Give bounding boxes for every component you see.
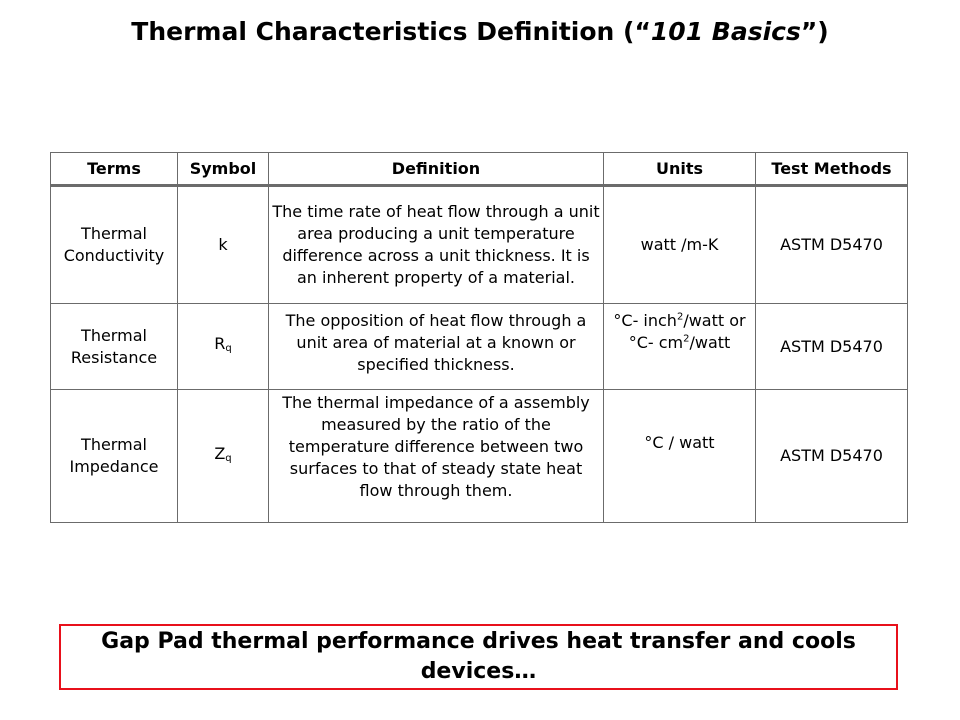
term-cell: Thermal Resistance [51,304,178,390]
test-method-cell: ASTM D5470 [756,304,908,390]
table-row [51,390,908,523]
units-part: /watt [689,333,731,352]
thermal-characteristics-table [50,152,908,523]
symbol-cell [178,390,269,523]
term-cell: Thermal Conductivity [51,186,178,304]
units-superscript: 2 [676,311,684,323]
symbol-main: R [214,334,226,353]
title-suffix: ”) [800,17,829,46]
symbol-main: Z [214,443,226,463]
definition-cell: The thermal impedance of a assembly measured by the ratio of the temperature difference between two surfaces to that of steady state heat flow through them. [269,390,604,523]
symbol-subscript: q [225,452,232,464]
header-units: Units [604,153,756,186]
header-definition: Definition [269,153,604,186]
header-terms: Terms [51,153,178,186]
test-method-cell: ASTM D5470 [756,390,908,523]
table-header-row [51,153,908,186]
callout-text: Gap Pad thermal performance drives heat transfer and cools devices… [101,629,856,684]
units-cell: °C / watt [604,390,756,523]
test-method-cell: ASTM D5470 [756,186,908,304]
symbol-subscript: q [225,343,232,354]
units-cell: watt /m-K [604,186,756,304]
symbol-cell: k [178,186,269,304]
units-part: /watt or °C- cm [628,311,746,352]
definition-cell: The opposition of heat flow through a unit area of material at a known or specified thickness. [269,304,604,390]
definition-cell: The time rate of heat flow through a unit area producing a unit temperature difference across a unit thickness. It is an inherent property of a material. [269,186,604,304]
header-test-methods: Test Methods [756,153,908,186]
header-symbol: Symbol [178,153,269,186]
callout-box [59,624,898,690]
units-superscript: 2 [683,333,690,345]
title-prefix: Thermal Characteristics Definition (“ [131,17,651,46]
table-row [51,304,908,390]
symbol-cell [178,304,269,390]
page-title [0,15,960,49]
units-part: °C- inch [613,311,677,330]
table-row [51,186,908,304]
title-italic: 101 Basics [650,17,801,46]
term-cell: Thermal Impedance [51,390,178,523]
units-cell [604,304,756,390]
